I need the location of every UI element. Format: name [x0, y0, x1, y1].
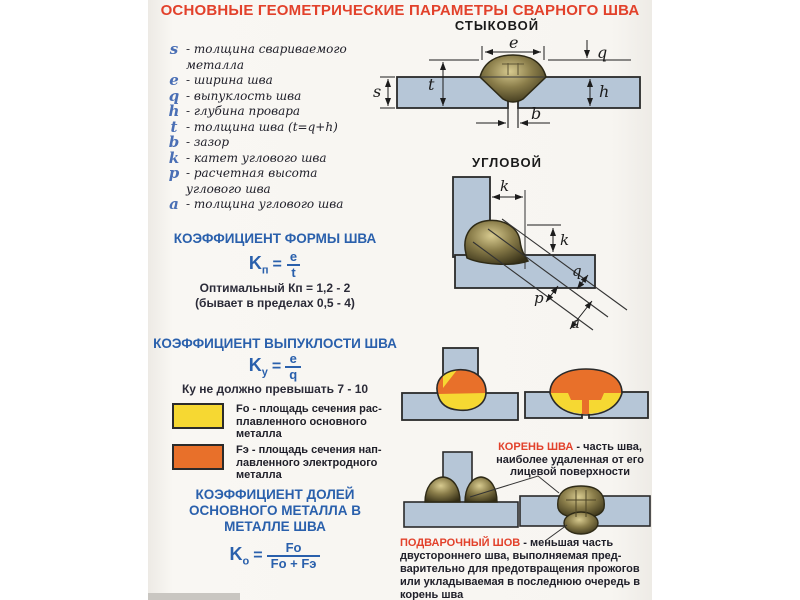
- dim-p-label: p: [534, 289, 544, 307]
- dim-k-top-label: k: [500, 177, 510, 195]
- dim-a-label: a: [571, 314, 580, 332]
- root-note-definition: - часть шва, наиболее удаленная от его лицевой поверхности: [496, 441, 644, 478]
- list-item: [162, 166, 380, 197]
- param-letter: t: [170, 117, 178, 136]
- orange-swatch-icon: [172, 444, 224, 470]
- form-coefficient-range: (бывает в пределах 0,5 - 4): [195, 296, 355, 310]
- legend-row-electrode-metal: [172, 444, 402, 482]
- fraction: $\frac{e}{q}$: [285, 352, 301, 382]
- dim-b-label: b: [531, 104, 542, 123]
- param-letter: b: [168, 133, 180, 151]
- equals-sign: =: [272, 256, 282, 273]
- param-definition: - расчетная высота углового шва: [186, 166, 318, 196]
- param-definition: - зазор: [186, 135, 230, 149]
- backing-note-definition: - меньшая часть двустороннего шва, выполняемая предварительно для предотвращения прожогов или укладываемая в последнюю очередь в корень шва: [400, 537, 641, 600]
- root-note: [490, 441, 650, 479]
- share-coefficient-heading: КОЭФФИЦИЕНТ ДОЛЕЙ ОСНОВНОГО МЕТАЛЛА В МЕТАЛЛЕ ШВА: [189, 487, 361, 534]
- param-definition: - глубина провара: [186, 104, 301, 118]
- equals-sign: =: [253, 547, 263, 564]
- presentation-slide: [148, 0, 652, 600]
- list-item: [162, 148, 380, 167]
- param-letter: e: [169, 71, 179, 89]
- fillet-diagram-title: УГЛОВОЙ: [472, 155, 542, 170]
- parameter-list: [162, 42, 380, 213]
- form-coefficient-formula: [148, 250, 402, 280]
- param-letter: q: [168, 86, 180, 105]
- yellow-swatch-icon: [172, 403, 224, 429]
- form-coefficient-heading: КОЭФФИЦИЕНТ ФОРМЫ ШВА: [173, 231, 377, 246]
- convexity-coefficient-note: Ку не должно превышать 7 - 10: [181, 382, 369, 396]
- butt-weld-electrode-area: [550, 369, 622, 393]
- share-coefficient-formula: [148, 541, 402, 571]
- convexity-coefficient-formula: [148, 352, 402, 382]
- dim-h-label: h: [599, 82, 610, 101]
- dim-t-label: t: [428, 75, 435, 94]
- photo-edge-artifact: [148, 593, 240, 600]
- formula-symbol: $K_п$: [248, 253, 269, 277]
- formula-symbol: $K_о$: [229, 544, 250, 568]
- legend-row-base-metal: [172, 403, 402, 441]
- backing-note: [400, 537, 652, 600]
- dim-q-label: q: [572, 262, 582, 280]
- butt-weld-diagram: [373, 35, 653, 137]
- backing-note-term: ПОДВАРОЧНЫЙ ШОВ: [400, 537, 521, 549]
- root-note-term: КОРЕНЬ ШВА: [498, 441, 574, 453]
- list-item: [162, 117, 380, 136]
- butt-diagram-title: СТЫКОВОЙ: [454, 18, 540, 33]
- param-definition: - ширина шва: [186, 73, 273, 87]
- convexity-coefficient-heading: КОЭФФИЦИЕНТ ВЫПУКЛОСТИ ШВА: [153, 336, 397, 351]
- param-letter: s: [169, 40, 179, 58]
- param-definition: - толщина свариваемого металла: [186, 42, 347, 72]
- list-item: [162, 197, 380, 213]
- list-item: [162, 86, 380, 105]
- list-item: [162, 42, 380, 73]
- fraction: $\frac{Fо}{Fо + Fэ}$: [267, 541, 321, 571]
- equals-sign: =: [271, 358, 282, 375]
- param-letter: a: [169, 195, 179, 213]
- fillet-weld-diagram: [438, 172, 653, 337]
- dim-k-right-label: k: [560, 231, 570, 249]
- legend-label: Fэ - площадь сечения наплавленного электродного металла: [236, 444, 382, 481]
- formula-symbol: $K_у$: [248, 355, 268, 379]
- param-definition: - катет углового шва: [186, 150, 327, 165]
- param-definition: - толщина углового шва: [186, 197, 344, 211]
- dim-e-label: e: [509, 35, 519, 52]
- dim-q-label: q: [597, 43, 608, 62]
- param-letter: p: [168, 164, 180, 182]
- backing-weld-bead: [564, 512, 598, 534]
- legend-label: Fo - площадь сечения расплавленного основного металла: [236, 403, 382, 440]
- list-item: [162, 104, 380, 120]
- form-coefficient-optimal: Оптимальный Кп = 1,2 - 2: [199, 281, 351, 295]
- dim-s-label: s: [373, 82, 382, 101]
- slide-title: ОСНОВНЫЕ ГЕОМЕТРИЧЕСКИЕ ПАРАМЕТРЫ СВАРНОГО ШВА: [160, 2, 640, 19]
- param-letter: k: [168, 148, 180, 167]
- horizontal-plate: [404, 502, 518, 527]
- param-definition: - выпуклость шва: [186, 88, 302, 103]
- param-definition: - толщина шва (t=q+h): [186, 119, 338, 134]
- param-letter: h: [168, 102, 180, 120]
- weld-area-diagrams: [398, 340, 653, 432]
- list-item: [162, 73, 380, 89]
- fraction: $\frac{e}{t}$: [286, 250, 301, 280]
- list-item: [162, 135, 380, 151]
